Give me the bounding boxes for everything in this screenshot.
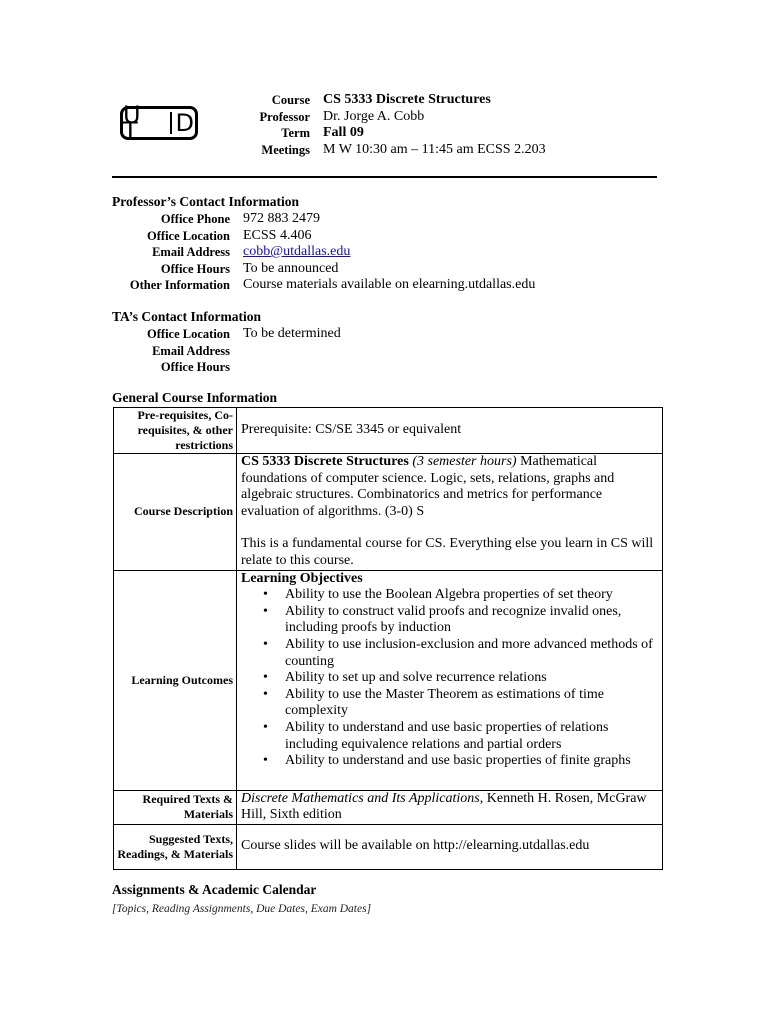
- header-row-term: [180, 125, 546, 142]
- outcomes-label: Learning Outcomes: [114, 570, 237, 790]
- section-title: Professor’s Contact Information: [112, 194, 299, 209]
- section-title: Assignments & Academic Calendar: [112, 882, 317, 897]
- contact-row: [112, 277, 535, 294]
- assignments-section: [112, 882, 371, 917]
- texts-value: [237, 790, 663, 824]
- prereq-value: Prerequisite: CS/SE 3345 or equivalent: [237, 408, 663, 454]
- header-row-meetings: [180, 142, 546, 159]
- contact-row: [112, 326, 341, 343]
- texts-label: Required Texts & Materials: [114, 790, 237, 824]
- professor-contact-section: [112, 194, 535, 294]
- office-hours: To be announced: [243, 260, 339, 276]
- contact-key: Email Address: [152, 245, 230, 259]
- contact-key: Office Hours: [160, 261, 230, 276]
- contact-row: [112, 343, 341, 360]
- logo-left: U T: [123, 101, 142, 145]
- section-title: TA’s Contact Information: [112, 309, 261, 324]
- header-key: Meetings: [261, 142, 310, 157]
- contact-row: [112, 244, 535, 261]
- list-item: • Ability to use the Boolean Algebra properties of set theory: [285, 587, 658, 604]
- outcomes-value: [237, 570, 663, 790]
- description-text: Mathematical foundations of computer science. Logic, sets, relations, graphs and algebraic structures. Combinatorics and metrics for performance evaluation of algorithms. (3-0) S: [241, 454, 615, 519]
- suggested-value: Course slides will be available on http://elearning.utdallas.edu: [237, 824, 663, 869]
- description-note: This is a fundamental course for CS. Everything else you learn in CS will relate to this course.: [241, 536, 654, 568]
- meetings-value: M W 10:30 am – 11:45 am ECSS 2.203: [323, 141, 546, 157]
- course-title: CS 5333 Discrete Structures: [323, 92, 491, 107]
- list-item: • Ability to understand and use basic properties of relations including equivalence relations and partial orders: [285, 720, 658, 753]
- textbook-details: , Kenneth H. Rosen, McGraw Hill, Sixth edition: [241, 790, 647, 823]
- contact-key: Other Information: [129, 278, 230, 292]
- contact-row: [112, 211, 535, 228]
- suggested-label: Suggested Texts, Readings, & Materials: [114, 824, 237, 869]
- objectives-heading: Learning Objectives: [241, 570, 363, 586]
- contact-row: [112, 359, 341, 376]
- header-row-course: [180, 92, 546, 109]
- table-row: [114, 790, 663, 824]
- list-item: • Ability to construct valid proofs and recognize invalid ones, including proofs by induction: [285, 604, 658, 637]
- list-item: • Ability to understand and use basic properties of finite graphs: [285, 753, 658, 770]
- term-value: Fall 09: [323, 125, 364, 140]
- header-key: Course: [271, 93, 310, 107]
- contact-key: Email Address: [152, 343, 230, 358]
- prereq-label: Pre-requisites, Co-requisites, & other restrictions: [114, 408, 237, 454]
- other-information: Course materials available on elearning.utdallas.edu: [243, 277, 536, 292]
- description-course-title: CS 5333 Discrete Structures: [241, 454, 409, 469]
- office-location: ECSS 4.406: [243, 227, 312, 243]
- list-item: • Ability to use inclusion-exclusion and more advanced methods of counting: [285, 637, 658, 670]
- email-link[interactable]: cobb@utdallas.edu: [243, 244, 351, 259]
- contact-key: Office Phone: [160, 212, 230, 226]
- list-item: • Ability to set up and solve recurrence relations: [285, 670, 658, 687]
- logo-divider: [170, 112, 172, 134]
- contact-key: Office Location: [147, 327, 230, 341]
- logo-right: D: [175, 109, 195, 137]
- table-row: [114, 454, 663, 571]
- general-info-heading: [112, 390, 277, 407]
- table-row: [114, 824, 663, 869]
- section-title: General Course Information: [112, 390, 277, 405]
- ta-contact-section: [112, 309, 341, 376]
- description-value: [237, 454, 663, 571]
- list-item: • Ability to use the Master Theorem as estimations of time complexity: [285, 687, 658, 720]
- description-label: Course Description: [114, 454, 237, 571]
- objectives-list: [241, 587, 658, 770]
- contact-key: Office Hours: [160, 360, 230, 374]
- header-divider: [112, 176, 657, 178]
- contact-row: [112, 261, 535, 278]
- header-key: Term: [281, 126, 310, 140]
- assignments-subtitle: [Topics, Reading Assignments, Due Dates, Exam Dates]: [112, 903, 372, 915]
- professor-name: Dr. Jorge A. Cobb: [323, 108, 425, 124]
- contact-row: [112, 228, 535, 245]
- table-row: [114, 570, 663, 790]
- table-row: [114, 408, 663, 454]
- course-header: [180, 92, 546, 158]
- general-info-table: [113, 407, 663, 870]
- description-hours: (3 semester hours): [412, 454, 517, 469]
- contact-key: Office Location: [147, 228, 230, 243]
- ta-office-location: To be determined: [243, 326, 341, 341]
- office-phone: 972 883 2479: [243, 211, 320, 226]
- header-key: Professor: [259, 109, 310, 124]
- textbook-title: Discrete Mathematics and Its Applications: [241, 790, 480, 806]
- header-row-professor: [180, 109, 546, 126]
